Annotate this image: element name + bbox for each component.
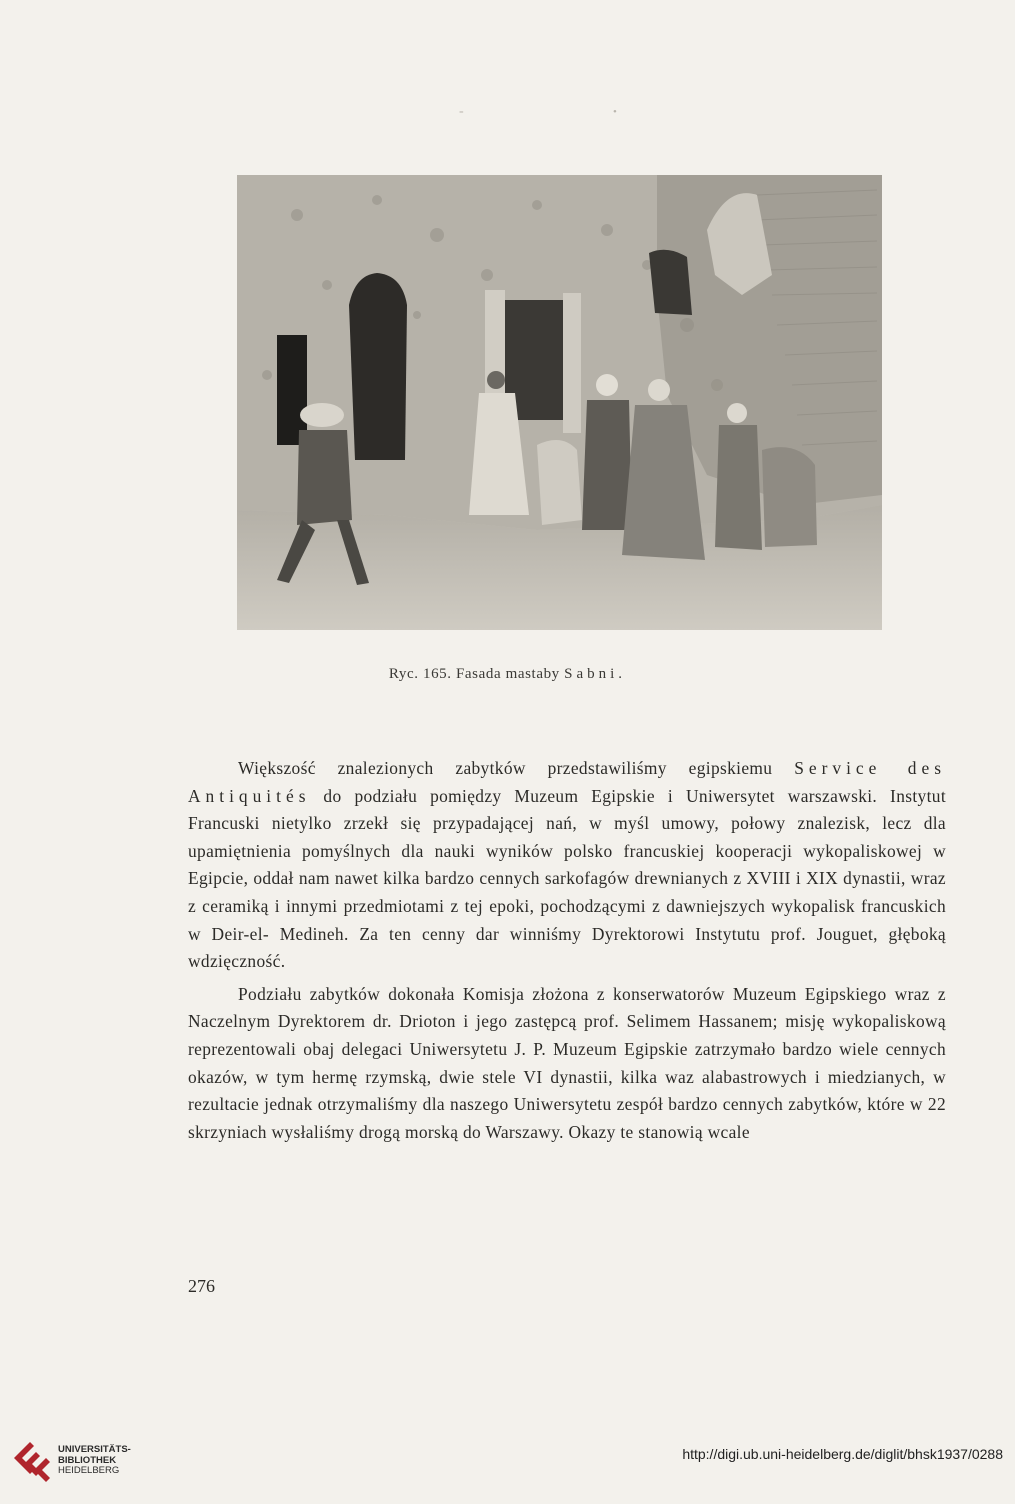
library-name-line: UNIVERSITÄTS- (58, 1444, 131, 1455)
library-name-line: HEIDELBERG (58, 1465, 120, 1476)
paragraph-text: do podziału pomiędzy Muzeum Egipskie i Uniwersytet warszawski. Instytut Francuski nietylko zrzekł się przypadającej nań, w myśl umowy, połowy znalezisk, lecz dla upamiętnienia pomyślnych dla nauki wyników polsko francuskiej kooperacji wykopaliskowej w Egipcie, oddał nam nawet kilka bardzo cennych sarkofagów drewnianych z XVIII i XIX dynastii, wraz z ceramiką i innymi przedmiotami z tej epoki, pochodzącymi z dawniejszych wykopalisk francuskich w Deir-el- Medineh. Za ten cenny dar winniśmy Dyrektorowi Instytutu prof. Jouguet, głęboką wdzięczność. (188, 785, 946, 972)
scan-mark: - (459, 104, 464, 119)
mastaba-photo (237, 175, 882, 630)
caption-name: Sabni. (564, 666, 627, 682)
body-text (188, 755, 946, 1146)
scan-mark: • (613, 106, 617, 118)
footer (0, 1438, 1015, 1504)
library-name-line: BIBLIOTHEK (58, 1454, 117, 1466)
paragraph (188, 755, 946, 976)
figure-caption (0, 666, 1015, 683)
library-name (58, 1445, 131, 1477)
paragraph: Podziału zabytków dokonała Komisja złożona z konserwatorów Muzeum Egipskiego wraz z Naczelnym Dyrektorem dr. Drioton i jego zastępcą prof. Selimem Hassanem; misję wykopaliskową reprezentowali obaj delegaci Uniwersytetu J. P. Muzeum Egipskie zatrzymało bardzo wiele cennych okazów, w tym hermę rzymską, dwie stele VI dynastii, kilka waz alabastrowych i miedzianych, w rezultacie jednak otrzymaliśmy dla naszego Uniwersytetu zespół bardzo cennych zabytków, które w 22 skrzyniach wysłaliśmy drogą morską do Warszawy. Okazy te stanowią wcale (188, 983, 946, 1142)
library-logo-icon (12, 1440, 52, 1484)
paragraph-text-spaced: Service des Antiquités (188, 758, 946, 806)
source-url: http://digi.ub.uni-heidelberg.de/diglit/bhsk1937/0288 (682, 1446, 1003, 1462)
paragraph-text: Większość znalezionych zabytków przedstawiliśmy egipskiemu (238, 758, 773, 778)
caption-prefix: Ryc. 165. Fasada mastaby (388, 666, 560, 682)
page-number: 276 (188, 1276, 215, 1296)
